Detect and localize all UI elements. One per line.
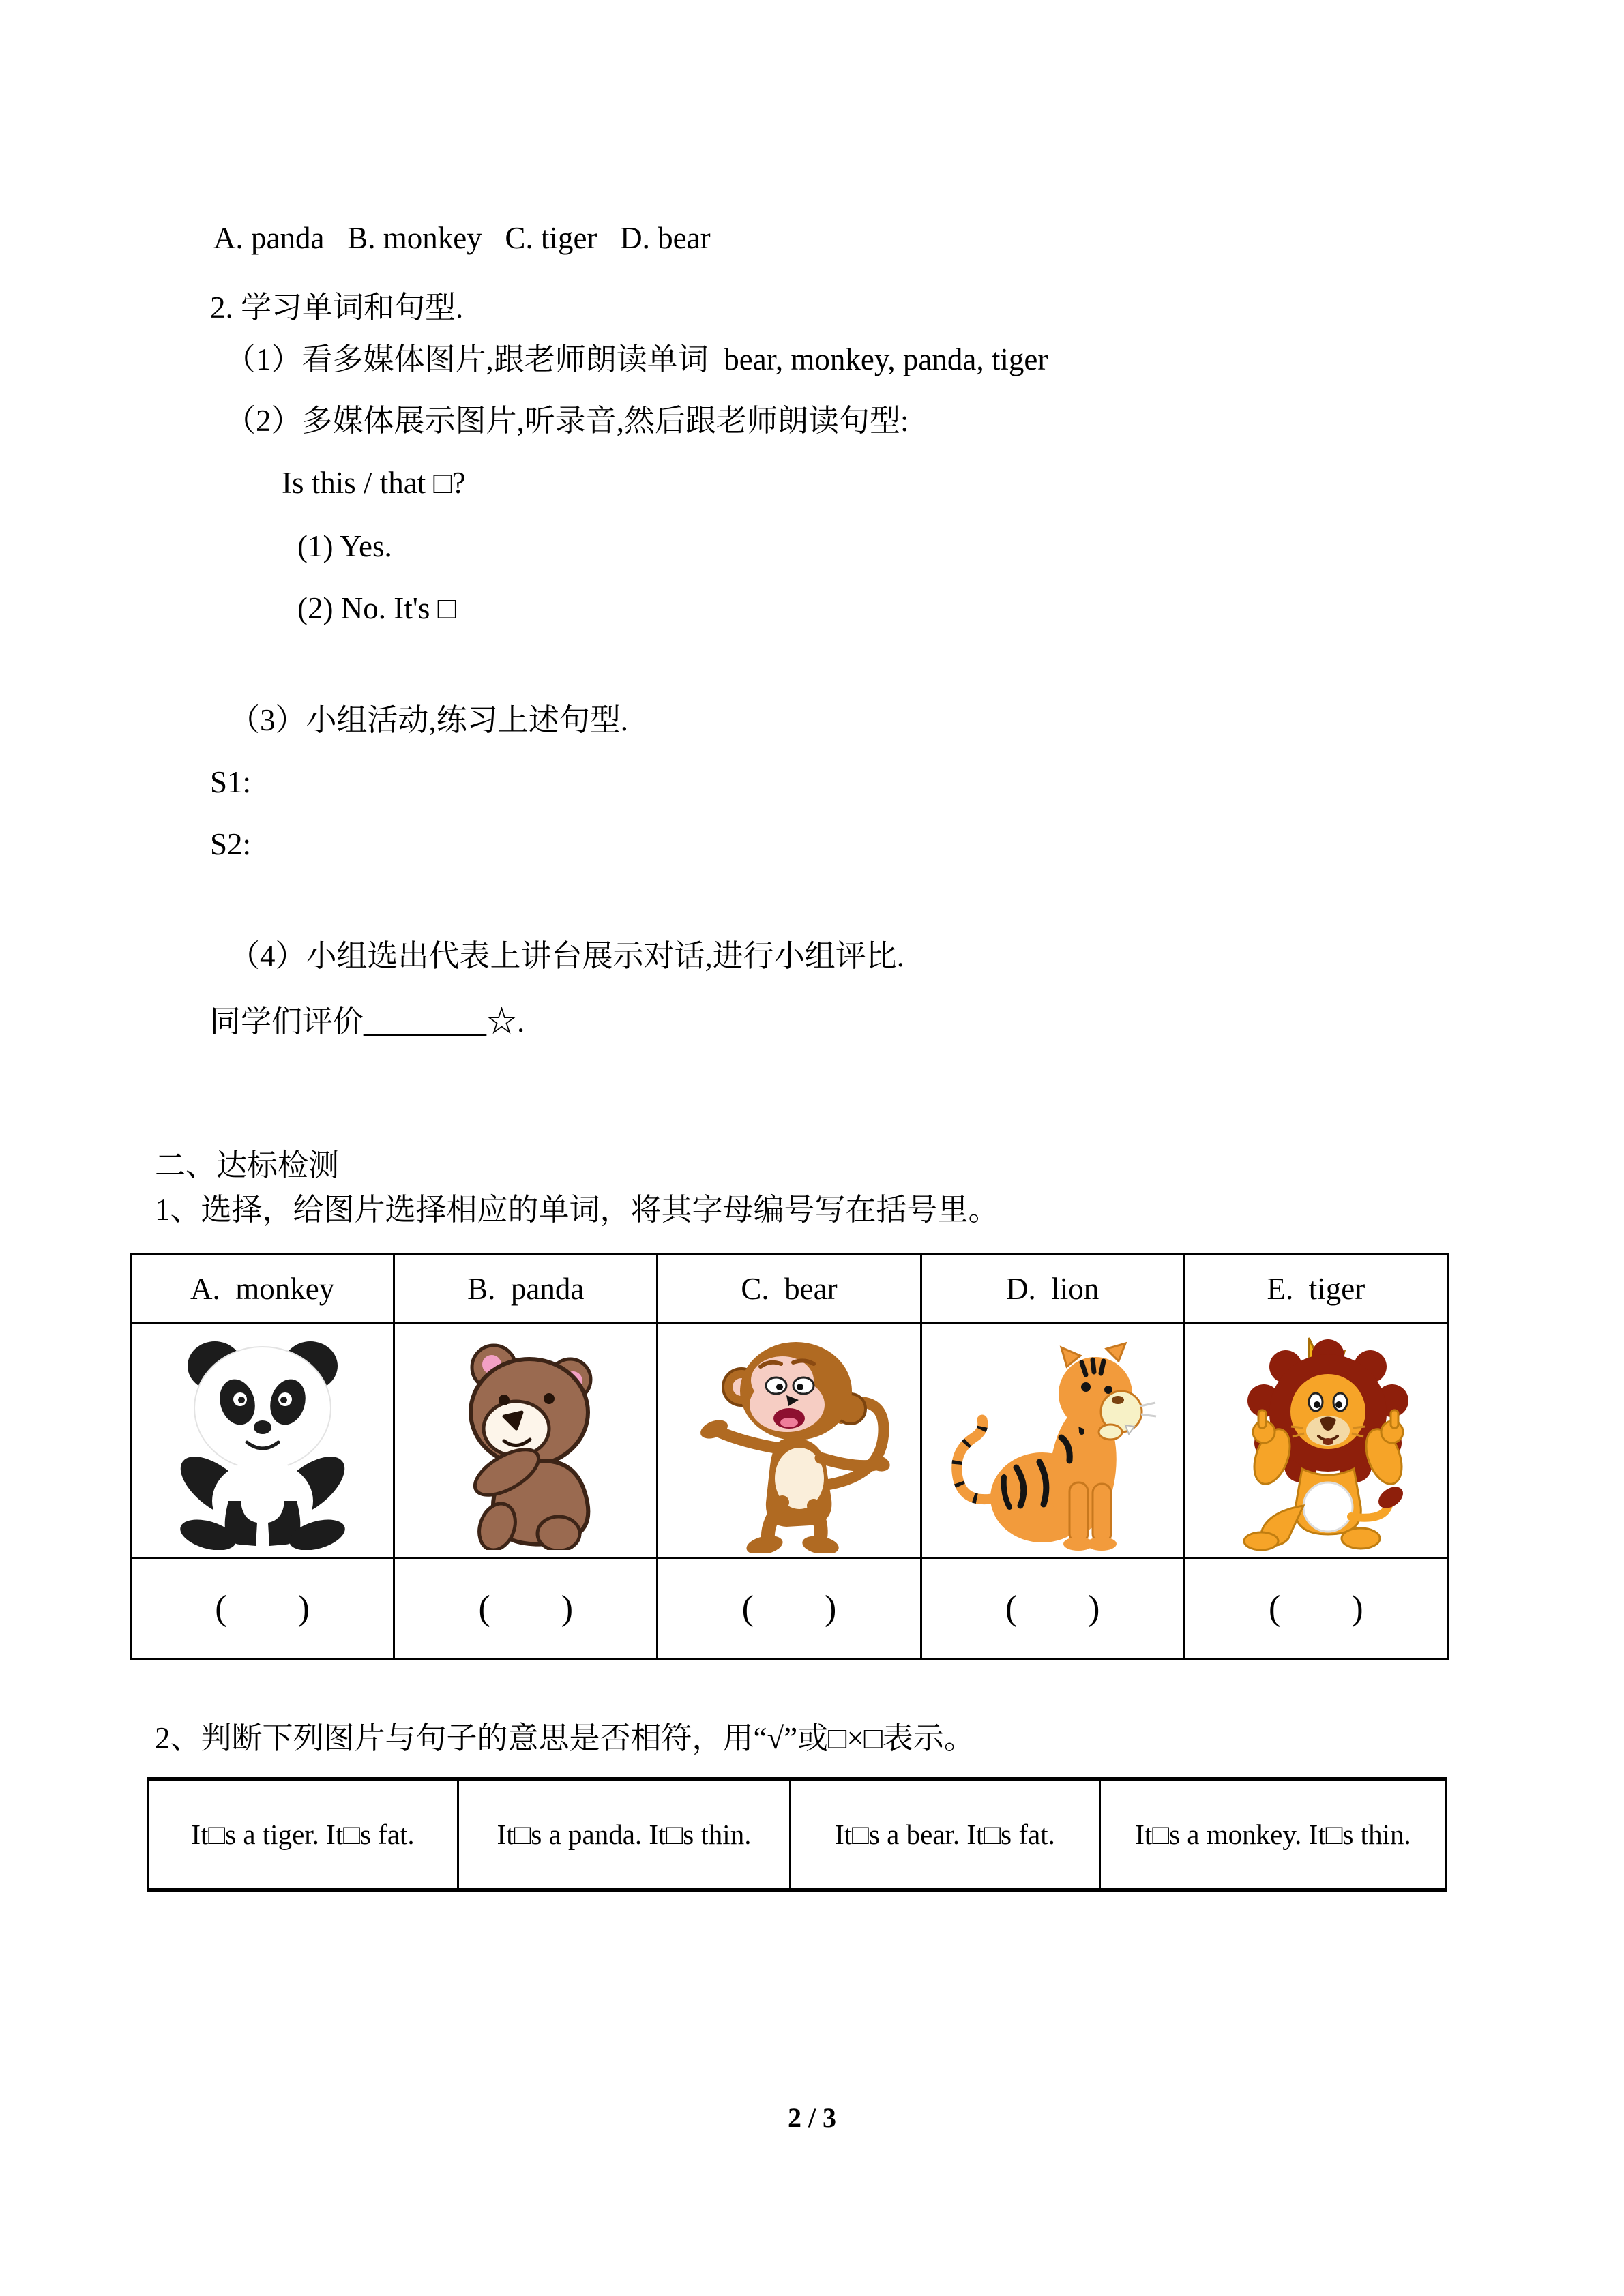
exercise2-prompt: 2、判断下列图片与句子的意思是否相符，用“√”或□×□表示。 (155, 1721, 975, 1755)
teddy-bear-image (424, 1332, 628, 1550)
answer-parentheses-3: ( ) (658, 1558, 921, 1659)
answer-parentheses-2: ( ) (394, 1558, 658, 1659)
tiger-image-cell (921, 1324, 1184, 1558)
sentence-tiger: It□s a tiger. It□s fat. (148, 1779, 458, 1890)
evaluation-line: 同学们评价________☆. (210, 1004, 525, 1039)
pattern-answer-yes: (1) Yes. (297, 529, 392, 563)
word-options-line: A. panda B. monkey C. tiger D. bear (213, 221, 711, 255)
monkey-image (680, 1328, 898, 1553)
monkey-image-cell (658, 1324, 921, 1558)
bear-image-cell (394, 1324, 658, 1558)
panda-image-cell (131, 1324, 394, 1558)
table-image-row (131, 1324, 1448, 1558)
lion-image (1207, 1328, 1425, 1553)
pattern-answer-no: (2) No. It's □ (297, 591, 456, 625)
table-header-row (131, 1255, 1448, 1324)
header-tiger: E. tiger (1184, 1255, 1447, 1324)
sentence-judging-table (147, 1777, 1447, 1892)
sentence-row (148, 1779, 1447, 1890)
page-number: 2 / 3 (787, 2102, 837, 2133)
answer-parentheses-4: ( ) (921, 1558, 1184, 1659)
student1-label: S1: (210, 765, 252, 799)
sentence-bear: It□s a bear. It□s fat. (791, 1779, 1100, 1890)
step2-heading: 2. 学习单词和句型. (210, 290, 464, 325)
header-bear: C. bear (658, 1255, 921, 1324)
student2-label: S2: (210, 827, 252, 861)
answer-parentheses-5: ( ) (1184, 1558, 1447, 1659)
step2-item3: （3）小组活动,练习上述句型. (229, 703, 629, 737)
answer-parentheses-1: ( ) (131, 1558, 394, 1659)
tiger-image (940, 1328, 1165, 1553)
header-monkey: A. monkey (131, 1255, 394, 1324)
header-panda: B. panda (394, 1255, 658, 1324)
step2-item2: （2）多媒体展示图片,听录音,然后跟老师朗读句型: (225, 404, 909, 438)
sentence-panda: It□s a panda. It□s thin. (458, 1779, 791, 1890)
header-lion: D. lion (921, 1255, 1184, 1324)
exercise1-prompt: 1、选择，给图片选择相应的单词，将其字母编号写在括号里。 (155, 1193, 999, 1227)
table-answer-row (131, 1558, 1448, 1659)
animal-matching-table (130, 1253, 1449, 1660)
panda-image (160, 1332, 365, 1550)
section2-heading: 二、达标检测 (155, 1148, 340, 1182)
step2-item4: （4）小组选出代表上讲台展示对话,进行小组评比. (229, 939, 905, 973)
step2-item1: （1）看多媒体图片,跟老师朗读单词 bear, monkey, panda, tiger (225, 342, 1048, 376)
sentence-monkey: It□s a monkey. It□s thin. (1100, 1779, 1447, 1890)
lion-image-cell (1184, 1324, 1447, 1558)
sentence-pattern: Is this / that □? (282, 466, 466, 500)
